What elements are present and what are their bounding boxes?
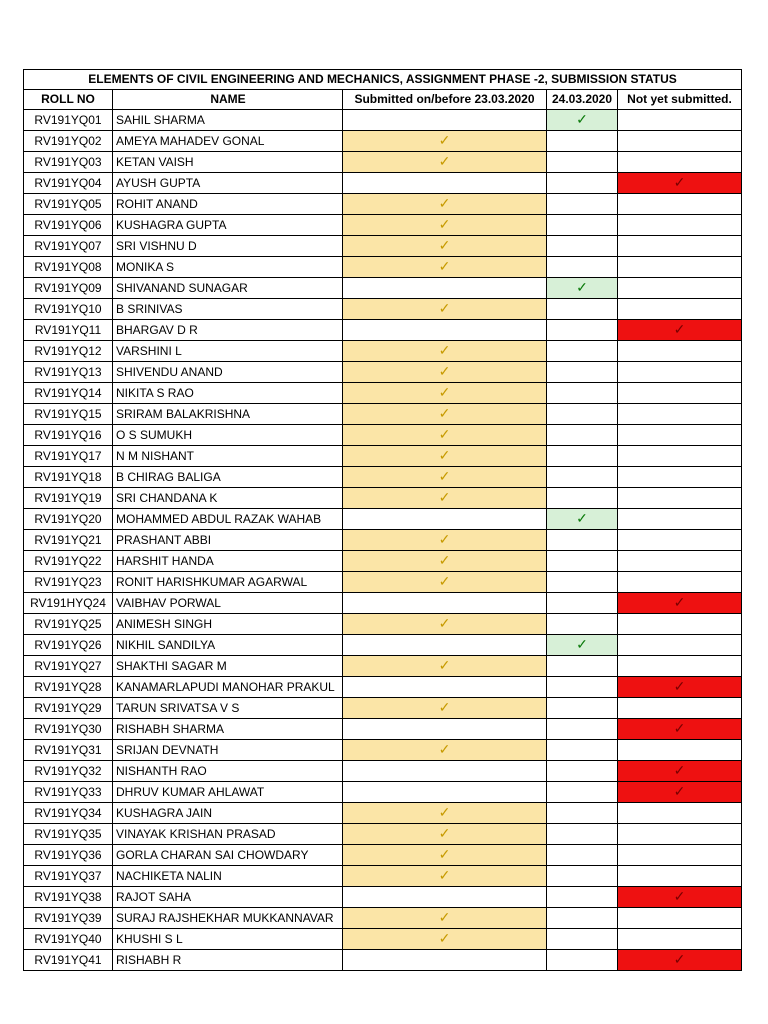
roll-no-cell: RV191YQ28 [24, 677, 113, 698]
checkmark-icon: ✓ [438, 300, 451, 316]
checkmark-icon: ✓ [438, 909, 451, 925]
student-name-cell: GORLA CHARAN SAI CHOWDARY [113, 845, 343, 866]
status-cell-empty [547, 929, 618, 950]
status-cell-empty [547, 194, 618, 215]
student-name-cell: ANIMESH SINGH [113, 614, 343, 635]
roll-no-cell: RV191YQ01 [24, 110, 113, 131]
status-cell-empty [547, 404, 618, 425]
roll-no-cell: RV191HYQ24 [24, 593, 113, 614]
roll-no-cell: RV191YQ40 [24, 929, 113, 950]
status-cell-before [343, 257, 547, 278]
checkmark-icon: ✓ [576, 636, 588, 652]
roll-no-cell: RV191YQ30 [24, 719, 113, 740]
checkmark-icon: ✓ [673, 174, 686, 190]
status-cell-not [618, 173, 742, 194]
student-name-cell: NISHANTH RAO [113, 761, 343, 782]
status-cell-empty [547, 446, 618, 467]
status-cell-on [547, 635, 618, 656]
status-cell-empty [547, 572, 618, 593]
student-name-cell: ROHIT ANAND [113, 194, 343, 215]
status-cell-empty [618, 236, 742, 257]
table-row [24, 299, 742, 320]
status-cell-empty [618, 635, 742, 656]
status-cell-not [618, 320, 742, 341]
status-cell-not [618, 593, 742, 614]
status-cell-empty [547, 845, 618, 866]
student-name-cell: VARSHINI L [113, 341, 343, 362]
status-cell-empty [343, 593, 547, 614]
status-cell-before [343, 131, 547, 152]
header-submitted-before: Submitted on/before 23.03.2020 [343, 90, 547, 110]
status-cell-empty [547, 950, 618, 971]
table-row [24, 341, 742, 362]
status-cell-empty [343, 278, 547, 299]
status-cell-empty [547, 320, 618, 341]
status-cell-before [343, 572, 547, 593]
header-submitted-on-date: 24.03.2020 [547, 90, 618, 110]
table-row [24, 950, 742, 971]
roll-no-cell: RV191YQ13 [24, 362, 113, 383]
status-cell-not [618, 677, 742, 698]
status-cell-before [343, 551, 547, 572]
status-cell-before [343, 341, 547, 362]
status-cell-empty [547, 299, 618, 320]
student-name-cell: SURAJ RAJSHEKHAR MUKKANNAVAR [113, 908, 343, 929]
table-row [24, 530, 742, 551]
status-cell-empty [547, 530, 618, 551]
table-row [24, 572, 742, 593]
checkmark-icon: ✓ [673, 720, 686, 736]
student-name-cell: SRI CHANDANA K [113, 488, 343, 509]
roll-no-cell: RV191YQ02 [24, 131, 113, 152]
student-name-cell: B CHIRAG BALIGA [113, 467, 343, 488]
status-cell-empty [618, 614, 742, 635]
table-row [24, 404, 742, 425]
checkmark-icon: ✓ [673, 594, 686, 610]
student-name-cell: O S SUMUKH [113, 425, 343, 446]
table-row [24, 509, 742, 530]
roll-no-cell: RV191YQ20 [24, 509, 113, 530]
student-name-cell: SHIVENDU ANAND [113, 362, 343, 383]
status-cell-empty [343, 719, 547, 740]
status-cell-empty [547, 614, 618, 635]
student-name-cell: SAHIL SHARMA [113, 110, 343, 131]
status-cell-empty [618, 803, 742, 824]
status-cell-before [343, 530, 547, 551]
checkmark-icon: ✓ [438, 657, 451, 673]
status-cell-empty [547, 740, 618, 761]
status-cell-empty [618, 383, 742, 404]
status-cell-not [618, 761, 742, 782]
student-name-cell: NACHIKETA NALIN [113, 866, 343, 887]
roll-no-cell: RV191YQ15 [24, 404, 113, 425]
table-row [24, 866, 742, 887]
table-row [24, 761, 742, 782]
table-row [24, 446, 742, 467]
checkmark-icon: ✓ [438, 930, 451, 946]
status-cell-empty [343, 782, 547, 803]
status-cell-before [343, 929, 547, 950]
checkmark-icon: ✓ [438, 615, 451, 631]
roll-no-cell: RV191YQ14 [24, 383, 113, 404]
checkmark-icon: ✓ [438, 825, 451, 841]
table-row [24, 152, 742, 173]
status-cell-before [343, 446, 547, 467]
roll-no-cell: RV191YQ32 [24, 761, 113, 782]
roll-no-cell: RV191YQ23 [24, 572, 113, 593]
table-row [24, 614, 742, 635]
student-name-cell: SHIVANAND SUNAGAR [113, 278, 343, 299]
status-cell-empty [547, 719, 618, 740]
submission-status-table [23, 69, 742, 971]
status-cell-empty [547, 467, 618, 488]
student-name-cell: SRIRAM BALAKRISHNA [113, 404, 343, 425]
table-row [24, 131, 742, 152]
table-row [24, 194, 742, 215]
status-cell-not [618, 782, 742, 803]
status-cell-empty [618, 299, 742, 320]
roll-no-cell: RV191YQ38 [24, 887, 113, 908]
status-cell-empty [343, 173, 547, 194]
roll-no-cell: RV191YQ33 [24, 782, 113, 803]
status-cell-empty [618, 446, 742, 467]
status-cell-before [343, 467, 547, 488]
roll-no-cell: RV191YQ08 [24, 257, 113, 278]
checkmark-icon: ✓ [438, 153, 451, 169]
status-cell-before [343, 236, 547, 257]
table-row [24, 803, 742, 824]
table-row [24, 488, 742, 509]
student-name-cell: KETAN VAISH [113, 152, 343, 173]
student-name-cell: N M NISHANT [113, 446, 343, 467]
table-row [24, 887, 742, 908]
roll-no-cell: RV191YQ17 [24, 446, 113, 467]
student-name-cell: KUSHAGRA JAIN [113, 803, 343, 824]
table-row [24, 719, 742, 740]
status-cell-empty [618, 215, 742, 236]
title-row [24, 70, 742, 90]
checkmark-icon: ✓ [438, 867, 451, 883]
table-row [24, 740, 742, 761]
roll-no-cell: RV191YQ05 [24, 194, 113, 215]
status-cell-before [343, 488, 547, 509]
table-row [24, 257, 742, 278]
status-cell-empty [618, 362, 742, 383]
status-cell-empty [547, 488, 618, 509]
checkmark-icon: ✓ [673, 951, 686, 967]
roll-no-cell: RV191YQ35 [24, 824, 113, 845]
student-name-cell: AMEYA MAHADEV GONAL [113, 131, 343, 152]
status-cell-empty [618, 908, 742, 929]
status-cell-on [547, 509, 618, 530]
status-cell-empty [618, 572, 742, 593]
roll-no-cell: RV191YQ07 [24, 236, 113, 257]
student-name-cell: DHRUV KUMAR AHLAWAT [113, 782, 343, 803]
header-roll-no: ROLL NO [24, 90, 113, 110]
table-row [24, 908, 742, 929]
table-row [24, 320, 742, 341]
status-cell-empty [618, 509, 742, 530]
checkmark-icon: ✓ [438, 237, 451, 253]
status-cell-empty [343, 509, 547, 530]
roll-no-cell: RV191YQ27 [24, 656, 113, 677]
status-cell-empty [547, 362, 618, 383]
status-cell-empty [343, 677, 547, 698]
table-row [24, 173, 742, 194]
status-cell-empty [547, 698, 618, 719]
checkmark-icon: ✓ [438, 258, 451, 274]
roll-no-cell: RV191YQ21 [24, 530, 113, 551]
student-name-cell: VINAYAK KRISHAN PRASAD [113, 824, 343, 845]
checkmark-icon: ✓ [438, 552, 451, 568]
checkmark-icon: ✓ [673, 888, 686, 904]
header-name: NAME [113, 90, 343, 110]
student-name-cell: SRI VISHNU D [113, 236, 343, 257]
roll-no-cell: RV191YQ16 [24, 425, 113, 446]
table-row [24, 215, 742, 236]
roll-no-cell: RV191YQ26 [24, 635, 113, 656]
status-cell-empty [618, 551, 742, 572]
status-cell-empty [547, 887, 618, 908]
checkmark-icon: ✓ [576, 111, 588, 127]
status-cell-empty [618, 425, 742, 446]
student-name-cell: SHAKTHI SAGAR M [113, 656, 343, 677]
status-cell-before [343, 908, 547, 929]
checkmark-icon: ✓ [438, 426, 451, 442]
status-cell-empty [343, 320, 547, 341]
student-name-cell: NIKITA S RAO [113, 383, 343, 404]
table-row [24, 551, 742, 572]
student-name-cell: RONIT HARISHKUMAR AGARWAL [113, 572, 343, 593]
status-cell-empty [343, 761, 547, 782]
checkmark-icon: ✓ [438, 846, 451, 862]
student-name-cell: KHUSHI S L [113, 929, 343, 950]
table-row [24, 635, 742, 656]
checkmark-icon: ✓ [438, 363, 451, 379]
status-cell-empty [547, 908, 618, 929]
roll-no-cell: RV191YQ31 [24, 740, 113, 761]
student-name-cell: NIKHIL SANDILYA [113, 635, 343, 656]
roll-no-cell: RV191YQ29 [24, 698, 113, 719]
student-name-cell: RISHABH SHARMA [113, 719, 343, 740]
checkmark-icon: ✓ [438, 342, 451, 358]
student-name-cell: RISHABH R [113, 950, 343, 971]
status-cell-not [618, 719, 742, 740]
checkmark-icon: ✓ [438, 216, 451, 232]
status-cell-not [618, 887, 742, 908]
table-row [24, 383, 742, 404]
table-row [24, 677, 742, 698]
roll-no-cell: RV191YQ39 [24, 908, 113, 929]
status-cell-before [343, 152, 547, 173]
status-cell-before [343, 404, 547, 425]
table-row [24, 656, 742, 677]
roll-no-cell: RV191YQ37 [24, 866, 113, 887]
student-name-cell: B SRINIVAS [113, 299, 343, 320]
student-name-cell: MONIKA S [113, 257, 343, 278]
status-cell-empty [547, 782, 618, 803]
status-cell-empty [618, 488, 742, 509]
roll-no-cell: RV191YQ09 [24, 278, 113, 299]
status-cell-empty [547, 257, 618, 278]
status-cell-before [343, 866, 547, 887]
checkmark-icon: ✓ [438, 405, 451, 421]
status-cell-empty [618, 698, 742, 719]
header-not-submitted: Not yet submitted. [618, 90, 742, 110]
roll-no-cell: RV191YQ11 [24, 320, 113, 341]
status-cell-before [343, 845, 547, 866]
roll-no-cell: RV191YQ10 [24, 299, 113, 320]
status-cell-empty [618, 929, 742, 950]
roll-no-cell: RV191YQ36 [24, 845, 113, 866]
status-cell-before [343, 194, 547, 215]
status-cell-empty [618, 257, 742, 278]
status-cell-empty [547, 341, 618, 362]
status-cell-before [343, 803, 547, 824]
status-cell-empty [343, 635, 547, 656]
checkmark-icon: ✓ [438, 741, 451, 757]
table-row [24, 362, 742, 383]
status-cell-before [343, 698, 547, 719]
status-cell-empty [547, 215, 618, 236]
status-cell-not [618, 950, 742, 971]
status-cell-empty [618, 845, 742, 866]
status-cell-empty [618, 740, 742, 761]
checkmark-icon: ✓ [673, 762, 686, 778]
table-row [24, 929, 742, 950]
student-name-cell: AYUSH GUPTA [113, 173, 343, 194]
status-cell-empty [618, 656, 742, 677]
sheet-title: ELEMENTS OF CIVIL ENGINEERING AND MECHANICS, ASSIGNMENT PHASE -2, SUBMISSION STATUS [24, 70, 742, 90]
table-row [24, 278, 742, 299]
status-cell-before [343, 656, 547, 677]
student-name-cell: KUSHAGRA GUPTA [113, 215, 343, 236]
status-cell-empty [547, 425, 618, 446]
table-row [24, 467, 742, 488]
table-row [24, 236, 742, 257]
roll-no-cell: RV191YQ34 [24, 803, 113, 824]
column-header-row [24, 90, 742, 110]
status-cell-empty [343, 950, 547, 971]
checkmark-icon: ✓ [673, 783, 686, 799]
table-row [24, 782, 742, 803]
checkmark-icon: ✓ [438, 573, 451, 589]
roll-no-cell: RV191YQ04 [24, 173, 113, 194]
checkmark-icon: ✓ [576, 279, 588, 295]
student-name-cell: HARSHIT HANDA [113, 551, 343, 572]
status-cell-empty [618, 404, 742, 425]
checkmark-icon: ✓ [438, 468, 451, 484]
checkmark-icon: ✓ [438, 195, 451, 211]
status-cell-empty [547, 173, 618, 194]
status-cell-empty [618, 530, 742, 551]
student-name-cell: KANAMARLAPUDI MANOHAR PRAKUL [113, 677, 343, 698]
status-cell-empty [547, 593, 618, 614]
roll-no-cell: RV191YQ22 [24, 551, 113, 572]
student-name-cell: RAJOT SAHA [113, 887, 343, 908]
table-row [24, 425, 742, 446]
checkmark-icon: ✓ [438, 804, 451, 820]
table-body [24, 110, 742, 971]
student-name-cell: MOHAMMED ABDUL RAZAK WAHAB [113, 509, 343, 530]
status-cell-empty [618, 152, 742, 173]
checkmark-icon: ✓ [438, 384, 451, 400]
student-name-cell: SRIJAN DEVNATH [113, 740, 343, 761]
status-cell-empty [547, 656, 618, 677]
status-cell-empty [547, 677, 618, 698]
status-cell-before [343, 215, 547, 236]
roll-no-cell: RV191YQ25 [24, 614, 113, 635]
status-cell-empty [618, 110, 742, 131]
status-cell-empty [547, 824, 618, 845]
student-name-cell: VAIBHAV PORWAL [113, 593, 343, 614]
checkmark-icon: ✓ [438, 132, 451, 148]
status-cell-before [343, 383, 547, 404]
roll-no-cell: RV191YQ03 [24, 152, 113, 173]
status-cell-empty [343, 110, 547, 131]
checkmark-icon: ✓ [438, 489, 451, 505]
student-name-cell: TARUN SRIVATSA V S [113, 698, 343, 719]
checkmark-icon: ✓ [438, 447, 451, 463]
status-cell-empty [547, 383, 618, 404]
status-cell-empty [343, 887, 547, 908]
status-cell-before [343, 425, 547, 446]
table-row [24, 698, 742, 719]
table-row [24, 845, 742, 866]
status-cell-empty [618, 866, 742, 887]
checkmark-icon: ✓ [438, 531, 451, 547]
status-cell-empty [618, 824, 742, 845]
checkmark-icon: ✓ [673, 321, 686, 337]
status-cell-empty [618, 278, 742, 299]
status-cell-before [343, 824, 547, 845]
status-cell-before [343, 299, 547, 320]
status-cell-empty [618, 341, 742, 362]
checkmark-icon: ✓ [438, 699, 451, 715]
status-cell-empty [547, 803, 618, 824]
status-cell-empty [618, 467, 742, 488]
table-row [24, 593, 742, 614]
status-cell-on [547, 110, 618, 131]
student-name-cell: PRASHANT ABBI [113, 530, 343, 551]
status-cell-empty [547, 551, 618, 572]
student-name-cell: BHARGAV D R [113, 320, 343, 341]
table-header [24, 70, 742, 110]
status-cell-empty [547, 236, 618, 257]
status-cell-empty [547, 152, 618, 173]
roll-no-cell: RV191YQ41 [24, 950, 113, 971]
checkmark-icon: ✓ [673, 678, 686, 694]
status-cell-empty [547, 866, 618, 887]
status-cell-before [343, 362, 547, 383]
status-cell-on [547, 278, 618, 299]
status-cell-empty [618, 131, 742, 152]
roll-no-cell: RV191YQ18 [24, 467, 113, 488]
table-row [24, 824, 742, 845]
status-cell-empty [547, 131, 618, 152]
table-row [24, 110, 742, 131]
status-cell-before [343, 614, 547, 635]
checkmark-icon: ✓ [576, 510, 588, 526]
status-cell-empty [618, 194, 742, 215]
roll-no-cell: RV191YQ06 [24, 215, 113, 236]
roll-no-cell: RV191YQ19 [24, 488, 113, 509]
status-cell-before [343, 740, 547, 761]
roll-no-cell: RV191YQ12 [24, 341, 113, 362]
status-cell-empty [547, 761, 618, 782]
